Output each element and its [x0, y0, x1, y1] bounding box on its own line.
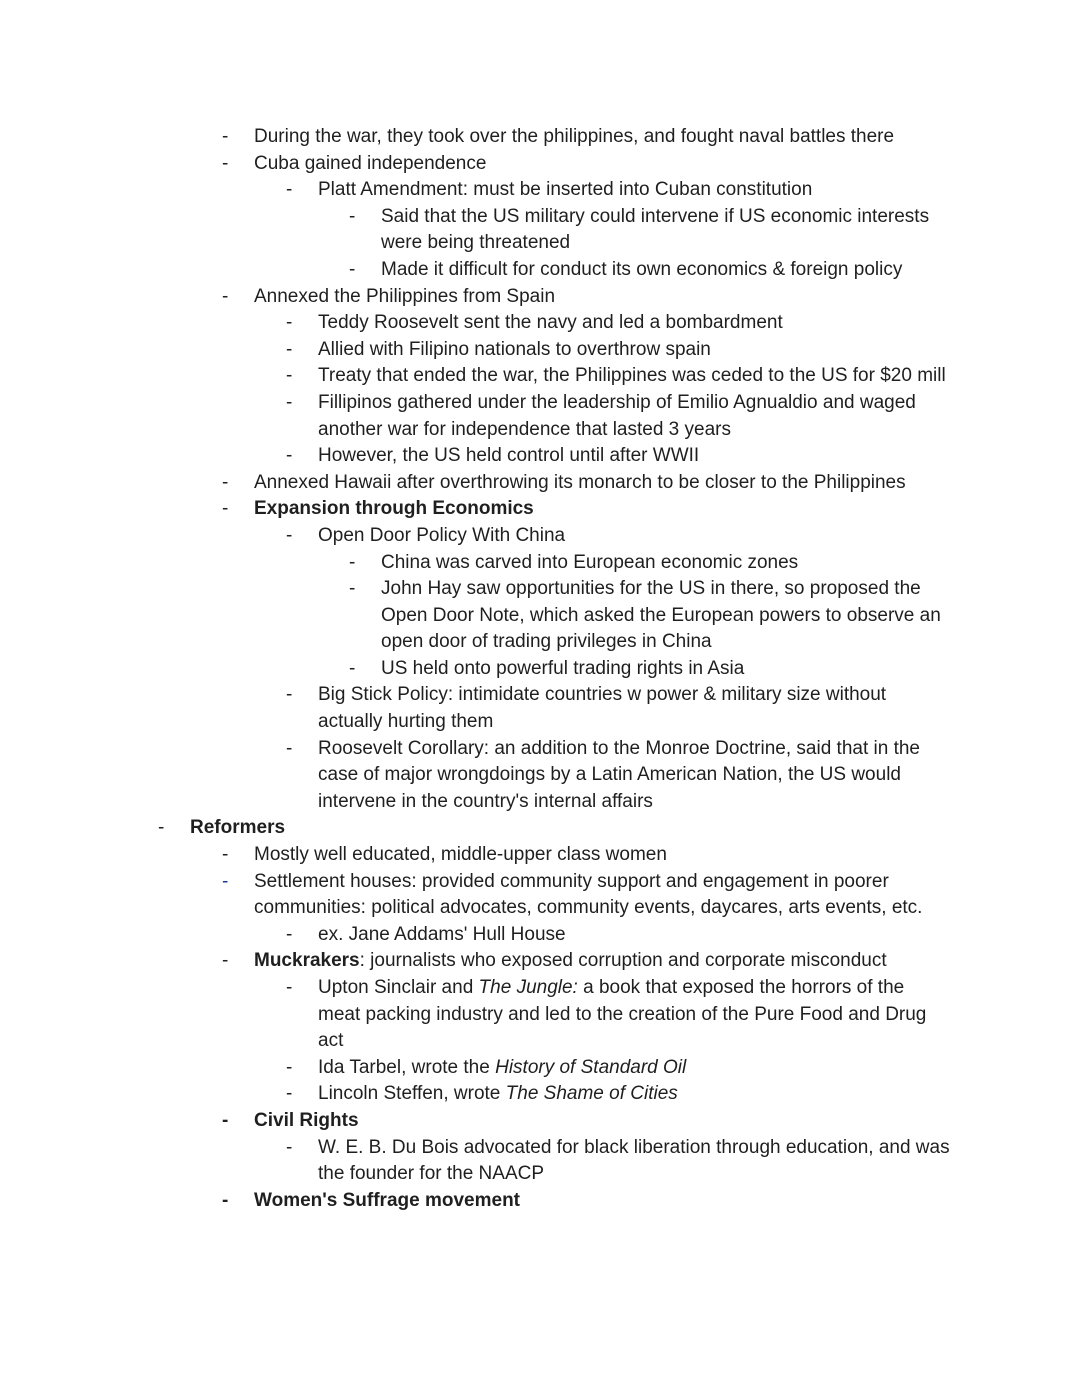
heading-text: Expansion through Economics	[254, 498, 534, 520]
bullet-item	[0, 284, 1080, 311]
book-title: The Shame of Cities	[505, 1083, 678, 1105]
bullet-item	[0, 204, 1080, 257]
bullet-item	[0, 975, 1080, 1055]
bullet-item	[0, 177, 1080, 204]
bullet-item	[0, 1081, 1080, 1108]
bullet-dash: -	[286, 977, 293, 998]
bullet-dash: -	[349, 578, 356, 600]
bold-term: Muckrakers	[254, 950, 360, 972]
bullet-dash: -	[286, 312, 293, 334]
bullet-text: Cuba gained independence	[254, 152, 487, 174]
bullet-text: Roosevelt Corollary: an addition to the Monroe Doctrine, said that in the case of major wrongdoings by a Latin American Nation, the US would intervene in the country's internal affairs	[318, 737, 920, 812]
bullet-dash: -	[286, 923, 293, 945]
bullet-dash: -	[222, 126, 229, 147]
bullet-text: Made it difficult for conduct its own economics & foreign policy	[381, 258, 903, 280]
bullet-dash: -	[222, 285, 229, 307]
bullet-text: Fillipinos gathered under the leadership of Emilio Agnualdio and waged another war for independence that lasted 3 years	[318, 391, 916, 440]
section-heading	[0, 1108, 1080, 1135]
bullet-text: Big Stick Policy: intimidate countries w power & military size without actually hurting them	[318, 684, 887, 733]
bullet-item	[0, 576, 1080, 656]
bullet-text: ex. Jane Addams' Hull House	[318, 923, 566, 945]
bullet-item	[0, 682, 1080, 735]
bullet-item	[0, 257, 1080, 284]
bullet-item	[0, 1055, 1080, 1082]
bullet-text: China was carved into European economic zones	[381, 551, 799, 573]
bullet-text: John Hay saw opportunities for the US in there, so proposed the Open Door Note, which asked the European powers to observe an open door of trading privileges in China	[381, 578, 941, 653]
bullet-dash: -	[222, 870, 229, 892]
bullet-text: US held onto powerful trading rights in Asia	[381, 657, 745, 679]
bullet-item	[0, 550, 1080, 577]
heading-text: Civil Rights	[254, 1109, 359, 1131]
heading-text: Women's Suffrage movement	[254, 1189, 520, 1211]
bullet-dash: -	[286, 445, 293, 467]
bullet-dash: -	[286, 338, 293, 360]
bullet-dash: -	[222, 844, 229, 866]
bullet-item	[0, 443, 1080, 470]
bullet-item	[0, 736, 1080, 816]
bullet-dash: -	[222, 950, 229, 972]
bullet-item	[0, 124, 1080, 151]
bullet-dash: -	[222, 1189, 229, 1211]
bullet-item	[0, 922, 1080, 949]
bullet-item	[0, 1135, 1080, 1188]
bullet-text: Ida Tarbel, wrote the	[318, 1056, 496, 1078]
bullet-dash: -	[286, 1083, 293, 1105]
bullet-text: Lincoln Steffen, wrote	[318, 1083, 506, 1105]
bullet-text: Platt Amendment: must be inserted into Cuban constitution	[318, 179, 813, 201]
heading-text: Reformers	[190, 817, 286, 839]
bullet-dash: -	[286, 391, 293, 413]
bullet-dash: -	[286, 179, 293, 201]
bullet-text: Open Door Policy With China	[318, 524, 566, 546]
bullet-text: W. E. B. Du Bois advocated for black liberation through education, and was the founder for the NAACP	[318, 1136, 950, 1185]
bullet-text: Allied with Filipino nationals to overthrow spain	[318, 338, 711, 360]
bullet-item	[0, 151, 1080, 178]
bullet-dash: -	[222, 471, 229, 493]
bullet-dash: -	[158, 817, 165, 839]
bullet-dash: -	[286, 365, 293, 387]
bullet-item	[0, 390, 1080, 443]
bullet-item	[0, 523, 1080, 550]
bullet-text: Mostly well educated, middle-upper class women	[254, 844, 667, 866]
bullet-text: a book that exposed the horrors of the meat packing industry and led to the creation of the Pure Food and Drug act	[318, 977, 927, 1052]
bullet-dash: -	[286, 1136, 293, 1158]
bullet-text: Annexed the Philippines from Spain	[254, 285, 556, 307]
bullet-dash: -	[286, 684, 293, 706]
bullet-item	[0, 310, 1080, 337]
bullet-dash: -	[286, 737, 293, 759]
bullet-text: However, the US held control until after WWII	[318, 445, 700, 467]
bullet-text: During the war, they took over the philippines, and fought naval battles there	[254, 126, 895, 147]
bullet-text: Treaty that ended the war, the Philippines was ceded to the US for $20 mill	[318, 365, 946, 387]
bullet-dash: -	[222, 152, 229, 174]
bullet-dash: -	[349, 258, 356, 280]
bullet-item	[0, 869, 1080, 922]
bullet-item	[0, 948, 1080, 975]
bullet-item	[0, 656, 1080, 683]
bullet-dash: -	[349, 205, 356, 227]
bullet-dash: -	[286, 524, 293, 546]
bullet-item	[0, 337, 1080, 364]
bullet-item	[0, 842, 1080, 869]
bullet-dash: -	[222, 498, 229, 520]
bullet-dash: -	[222, 1109, 229, 1131]
bullet-text: Settlement houses: provided community support and engagement in poorer communities: political advocates, community events, daycares, arts events, etc.	[254, 870, 923, 919]
section-heading	[0, 496, 1080, 523]
section-heading	[0, 1188, 1080, 1215]
bullet-text: Upton Sinclair and	[318, 977, 479, 998]
bullet-dash: -	[286, 1056, 293, 1078]
section-heading	[0, 815, 1080, 842]
book-title: History of Standard Oil	[495, 1056, 687, 1078]
bullet-dash: -	[349, 551, 356, 573]
document-page	[0, 124, 1080, 1214]
book-title: The Jungle:	[478, 977, 578, 998]
bullet-item	[0, 363, 1080, 390]
bullet-text: Said that the US military could intervene if US economic interests were being threatened	[381, 205, 930, 254]
bullet-text: Teddy Roosevelt sent the navy and led a bombardment	[318, 312, 783, 334]
bullet-dash: -	[349, 657, 356, 679]
bullet-text: : journalists who exposed corruption and corporate misconduct	[359, 950, 887, 972]
bullet-item	[0, 470, 1080, 497]
bullet-text: Annexed Hawaii after overthrowing its monarch to be closer to the Philippines	[254, 471, 906, 493]
